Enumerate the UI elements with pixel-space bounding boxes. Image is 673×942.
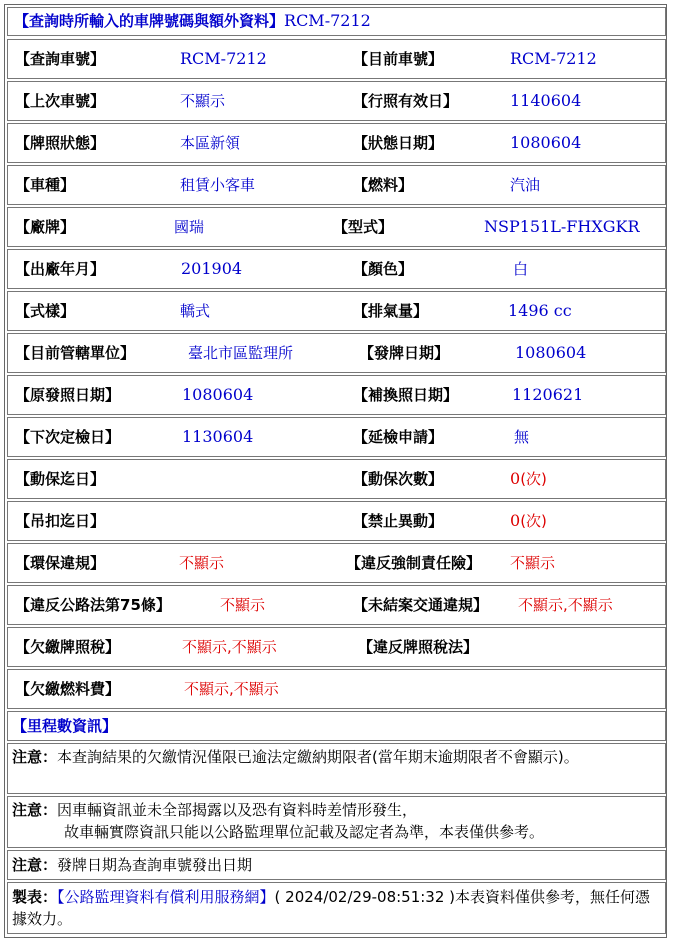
note-text-3: 發牌日期為查詢車號發出日期 <box>57 856 253 874</box>
field-label: 【型式】 <box>333 218 394 236</box>
field-value: 不顯示,不顯示 <box>184 680 279 698</box>
footer-source: 【公路監理資料有償利用服務網】 <box>57 888 275 906</box>
field-value: RCM-7212 <box>510 49 597 68</box>
field-label: 【動保次數】 <box>353 470 444 488</box>
note-prefix: 注意： <box>12 801 58 819</box>
note-row-3 <box>7 850 666 880</box>
note-text-2a: 因車輛資訊並未全部揭露以及恐有資料時差情形發生， <box>57 801 418 819</box>
field-label: 【式樣】 <box>15 302 76 320</box>
field-label: 【違反牌照稅法】 <box>358 638 479 656</box>
note-row-1 <box>7 743 666 794</box>
field-label: 【違反公路法第75條】 <box>15 596 171 614</box>
header-title-label: 【查詢時所輸入的車牌號碼與額外資料】 <box>14 12 285 30</box>
note-prefix: 注意： <box>12 748 58 766</box>
field-label: 【欠繳燃料費】 <box>15 680 121 698</box>
field-value: 白 <box>513 260 529 278</box>
field-label: 【補換照日期】 <box>353 386 459 404</box>
mileage-label: 【里程數資訊】 <box>12 717 118 735</box>
field-label: 【出廠年月】 <box>15 260 106 278</box>
field-label: 【欠繳牌照稅】 <box>15 638 121 656</box>
field-label: 【行照有效日】 <box>353 92 459 110</box>
footer-row <box>7 882 666 934</box>
field-label: 【發牌日期】 <box>359 344 450 362</box>
count-value: 0 <box>510 511 521 530</box>
field-label: 【違反強制責任險】 <box>346 554 482 572</box>
field-value: 201904 <box>181 259 243 278</box>
info-row <box>7 333 666 373</box>
field-value: 轎式 <box>180 302 211 320</box>
field-value: 不顯示 <box>220 596 266 614</box>
field-value: 臺北市區監理所 <box>188 344 294 362</box>
field-value: 1080604 <box>515 343 587 362</box>
field-value: 國瑞 <box>174 218 205 236</box>
note-row-2 <box>7 796 666 848</box>
field-value: 1140604 <box>510 91 582 110</box>
field-value: NSP151L-FHXGKR <box>484 217 640 236</box>
note-prefix: 注意： <box>12 856 58 874</box>
field-label: 【目前車號】 <box>353 50 444 68</box>
field-value: 1496 cc <box>508 301 572 320</box>
field-label: 【禁止異動】 <box>353 512 444 530</box>
footer-suffix: 本表資料僅供參考，無任何憑據效力。 <box>12 888 651 928</box>
field-value: 不顯示,不顯示 <box>518 596 613 614</box>
note-text-1: 本查詢結果的欠繳情況僅限已逾法定繳納期限者(當年期末逾期限者不會顯示)。 <box>57 748 579 766</box>
field-label: 【牌照狀態】 <box>15 134 106 152</box>
footer-prefix: 製表： <box>12 888 58 906</box>
info-row <box>7 123 666 163</box>
field-value: 不顯示 <box>510 554 556 572</box>
count-unit: (次) <box>520 470 547 488</box>
field-label: 【狀態日期】 <box>353 134 444 152</box>
field-value: 不顯示 <box>179 554 225 572</box>
field-label: 【查詢車號】 <box>15 50 106 68</box>
field-label: 【延檢申請】 <box>353 428 444 446</box>
field-value: 租賃小客車 <box>180 176 256 194</box>
field-label: 【顏色】 <box>353 260 414 278</box>
field-value: 不顯示,不顯示 <box>182 638 277 656</box>
mileage-row <box>7 711 666 741</box>
info-row <box>7 543 666 583</box>
field-value: 1130604 <box>182 427 254 446</box>
info-row <box>7 375 666 415</box>
field-value: 不顯示 <box>180 92 226 110</box>
info-row <box>7 417 666 457</box>
info-row <box>7 165 666 205</box>
info-row <box>7 669 666 709</box>
count-unit: (次) <box>520 512 547 530</box>
info-row <box>7 585 666 625</box>
header-title-value: RCM-7212 <box>284 11 371 30</box>
info-row <box>7 501 666 541</box>
field-label: 【原發照日期】 <box>15 386 121 404</box>
field-value: 本區新領 <box>180 134 241 152</box>
header-title <box>14 11 371 31</box>
field-label: 【廠牌】 <box>15 218 76 236</box>
field-label: 【上次車號】 <box>15 92 106 110</box>
field-label: 【動保迄日】 <box>15 470 106 488</box>
info-row <box>7 249 666 289</box>
field-value <box>510 511 547 531</box>
info-row <box>7 627 666 667</box>
field-label: 【車種】 <box>15 176 76 194</box>
footer-timestamp: ( 2024/02/29-08:51:32 ) <box>274 888 456 906</box>
info-row <box>7 207 666 247</box>
note-text-2b: 故車輛實際資訊只能以公路監理單位記載及認定者為準，本表僅供參考。 <box>64 823 545 841</box>
field-value: RCM-7212 <box>180 49 267 68</box>
count-value: 0 <box>510 469 521 488</box>
field-label: 【吊扣迄日】 <box>15 512 106 530</box>
field-value: 1120621 <box>512 385 584 404</box>
field-label: 【排氣量】 <box>353 302 429 320</box>
field-value: 1080604 <box>182 385 254 404</box>
field-label: 【燃料】 <box>353 176 414 194</box>
field-label: 【環保違規】 <box>15 554 106 572</box>
header-row <box>7 7 666 36</box>
field-value <box>510 469 547 489</box>
field-label: 【未結案交通違規】 <box>353 596 489 614</box>
info-row <box>7 39 666 79</box>
field-value: 無 <box>514 428 530 446</box>
field-label: 【目前管轄單位】 <box>15 344 136 362</box>
field-value: 1080604 <box>510 133 582 152</box>
info-row <box>7 81 666 121</box>
info-row <box>7 459 666 499</box>
info-row <box>7 291 666 331</box>
field-label: 【下次定檢日】 <box>15 428 121 446</box>
field-value: 汽油 <box>510 176 541 194</box>
